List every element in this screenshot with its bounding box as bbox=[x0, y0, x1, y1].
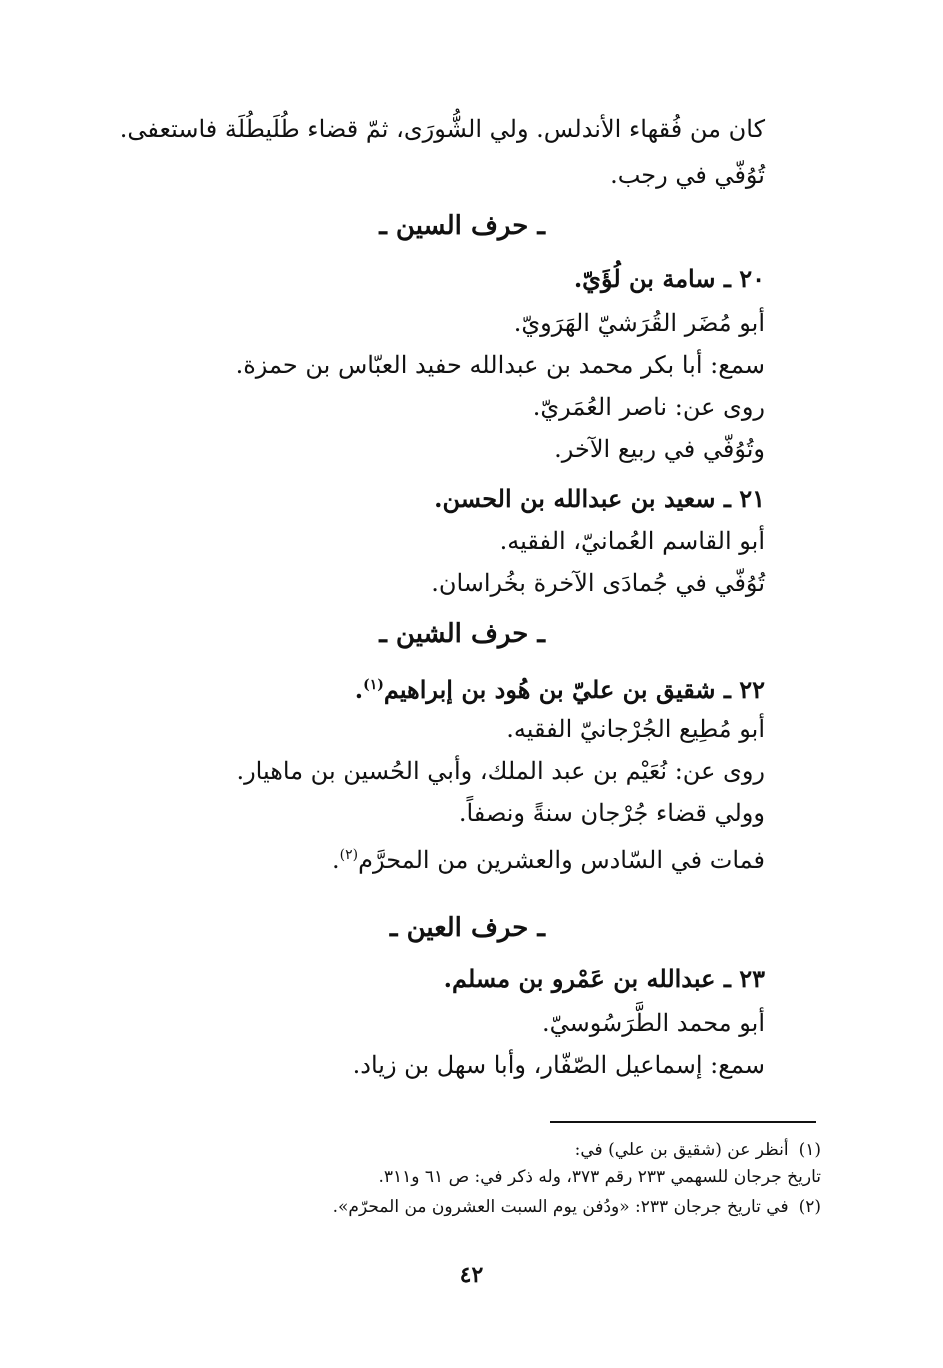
footnote-1-line-1 bbox=[575, 1138, 821, 1162]
footnote-divider bbox=[550, 1121, 816, 1123]
entry-23-title: ٢٣ ـ عبدالله بن عَمْرو بن مسلم. bbox=[443, 964, 765, 993]
section-heading-ayn: ـ حرف العين ـ bbox=[389, 913, 545, 943]
footnote-2-text: في تاريخ جرجان ٢٣٣: «ودُفن يوم السبت العشرون من المحرّم». bbox=[332, 1197, 789, 1217]
footnote-1-number: (١) bbox=[798, 1140, 821, 1160]
entry-22-death-end: . bbox=[332, 846, 340, 874]
section-heading-sin: ـ حرف السين ـ bbox=[379, 211, 545, 241]
entry-23-heard: سمع: إسماعيل الصّفّار، وأبا سهل بن زياد. bbox=[352, 1051, 765, 1079]
footnote-1-line-2: تاريخ جرجان للسهمي ٢٣٣ رقم ٣٧٣، وله ذكر في: ص ٦١ و٣١١. bbox=[378, 1167, 821, 1187]
entry-21-title: ٢١ ـ سعيد بن عبدالله بن الحسن. bbox=[434, 484, 765, 513]
entry-23-kunya: أبو محمد الطَّرَسُوسيّ. bbox=[542, 1009, 765, 1037]
page-number: ٤٢ bbox=[459, 1262, 484, 1288]
entry-22-narrated: روى عن: نُعَيْم بن عبد الملك، وأبي الحُسين بن ماهيار. bbox=[236, 757, 765, 785]
entry-22-title bbox=[355, 668, 765, 707]
entry-20-heard: سمع: أبا بكر محمد بن عبدالله حفيد العبّاس بن حمزة. bbox=[235, 351, 765, 379]
entry-22-title-text: ٢٢ ـ شقيق بن عليّ بن هُود بن إبراهيم bbox=[383, 675, 765, 704]
intro-line-1: كان من فُقهاء الأندلس. ولي الشُّورَى، ثمّ قضاء طُلَيطُلَة فاستعفى. bbox=[119, 115, 765, 143]
entry-20-narrated: روى عن: ناصر العُمَريّ. bbox=[532, 393, 765, 421]
entry-20-death: وتُوُفّي في ربيع الآخر. bbox=[554, 435, 765, 463]
footnote-1-text: أنظر عن (شقيق بن علي) في: bbox=[574, 1140, 789, 1160]
footnote-2-number: (٢) bbox=[798, 1197, 821, 1217]
footnote-2-line-1 bbox=[333, 1195, 821, 1219]
entry-22-title-end: . bbox=[354, 675, 364, 704]
section-heading-shin: ـ حرف الشين ـ bbox=[379, 619, 545, 649]
entry-22-office: وولي قضاء جُرْجان سنةً ونصفاً. bbox=[458, 799, 765, 827]
entry-21-kunya: أبو القاسم العُمانيّ، الفقيه. bbox=[499, 527, 765, 555]
entry-20-title: ٢٠ ـ سامة بن لُؤَيّ. bbox=[573, 264, 765, 293]
entry-22-death-text: فمات في السّادس والعشرين من المحرَّم bbox=[358, 846, 765, 874]
entry-22-kunya: أبو مُطِيع الجُرْجانيّ الفقيه. bbox=[506, 715, 765, 743]
entry-20-kunya: أبو مُضَر القُرَشيّ الهَرَويّ. bbox=[513, 309, 765, 337]
entry-21-death: تُوُفّي في جُمادَى الآخرة بخُراسان. bbox=[431, 569, 765, 597]
footnote-ref-1: (١) bbox=[363, 677, 384, 693]
intro-line-2: تُوُفّي في رجب. bbox=[610, 161, 765, 189]
footnote-ref-2: (٢) bbox=[339, 847, 359, 863]
entry-22-death bbox=[332, 838, 765, 877]
